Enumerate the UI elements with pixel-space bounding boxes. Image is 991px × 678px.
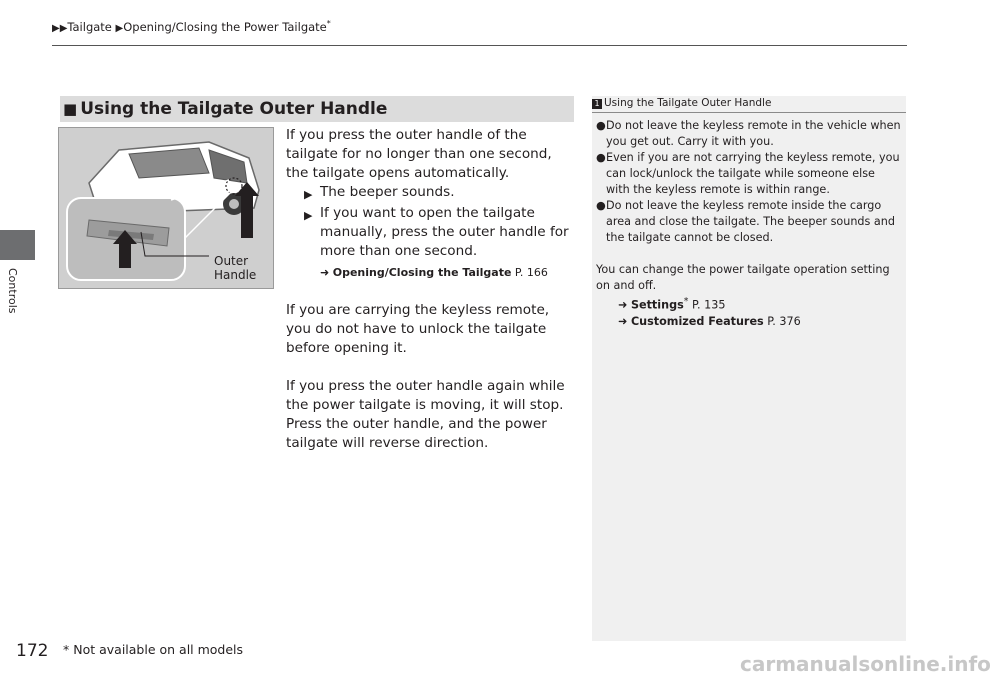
step-arrow-icon: ▶ bbox=[304, 209, 313, 222]
note-bullet-3-text: Do not leave the keyless remote inside the cargo area and close the tailgate. The beeper sounds and the tailgate cannot be closed. bbox=[606, 199, 895, 244]
paragraph-1: If you press the outer handle of the tailgate for no longer than one second, the tailgate opens automatically. bbox=[286, 127, 552, 181]
asterisk-mark: * bbox=[326, 19, 331, 28]
bullet-icon: ● bbox=[596, 119, 606, 132]
header-divider bbox=[52, 45, 907, 46]
step-2-text: If you want to open the tailgate manually, press the outer handle for more than one second. bbox=[320, 205, 569, 259]
callout-line-2: Handle bbox=[214, 268, 257, 282]
settings-link[interactable] bbox=[596, 294, 902, 314]
customized-features-link[interactable] bbox=[596, 314, 902, 330]
note-bullet-1 bbox=[596, 118, 902, 150]
reference-arrow-icon: ➜ bbox=[618, 298, 631, 312]
step-2 bbox=[286, 204, 578, 261]
section-header bbox=[60, 96, 574, 122]
paragraph-3b: Press the outer handle, and the power tailgate will reverse direction. bbox=[286, 416, 547, 451]
double-arrow-icon: ▶▶ bbox=[52, 22, 68, 34]
step-arrow-icon: ▶ bbox=[304, 188, 313, 201]
asterisk-mark: * bbox=[683, 296, 689, 307]
note-bullet-1-text: Do not leave the keyless remote in the vehicle when you get out. Carry it with you. bbox=[606, 119, 901, 148]
chapter-tab bbox=[0, 230, 35, 260]
note-title-text: Using the Tailgate Outer Handle bbox=[604, 97, 772, 109]
paragraph-2: If you are carrying the keyless remote, you do not have to unlock the tailgate before opening it. bbox=[286, 302, 550, 356]
note-bullet-3 bbox=[596, 198, 902, 246]
callout-line-1: Outer bbox=[214, 254, 249, 268]
reference-arrow-icon: ➜ bbox=[618, 314, 631, 328]
bullet-icon: ● bbox=[596, 151, 606, 164]
bullet-icon: ● bbox=[596, 199, 606, 212]
customized-features-page: P. 376 bbox=[763, 314, 801, 328]
section-marker-icon: ■ bbox=[63, 100, 78, 118]
chapter-label: Controls bbox=[6, 268, 19, 314]
note-paragraph: You can change the power tailgate operation setting on and off. bbox=[596, 263, 890, 292]
note-body bbox=[596, 118, 902, 330]
reference-title: Opening/Closing the Tailgate bbox=[332, 266, 512, 279]
note-bullet-2 bbox=[596, 150, 902, 198]
step-1 bbox=[286, 183, 578, 204]
settings-link-page: P. 135 bbox=[688, 298, 726, 312]
section-title: Using the Tailgate Outer Handle bbox=[80, 99, 388, 119]
step-1-text: The beeper sounds. bbox=[320, 184, 455, 200]
note-bullet-2-text: Even if you are not carrying the keyless remote, you can lock/unlock the tailgate while someone else with the keyless remote is within range. bbox=[606, 151, 900, 196]
note-icon: 1 bbox=[592, 99, 602, 109]
customized-features-title: Customized Features bbox=[630, 314, 764, 328]
breadcrumb bbox=[52, 19, 331, 34]
arrow-icon: ▶ bbox=[115, 22, 124, 34]
settings-link-title: Settings bbox=[630, 298, 684, 312]
note-title bbox=[592, 97, 771, 109]
breadcrumb-item-power-tailgate[interactable]: Opening/Closing the Power Tailgate bbox=[123, 19, 327, 34]
main-text bbox=[286, 126, 578, 453]
watermark: carmanualsonline.info bbox=[740, 652, 991, 676]
cross-reference-link[interactable] bbox=[286, 263, 578, 282]
paragraph-3a: If you press the outer handle again while the power tailgate is moving, it will stop. bbox=[286, 378, 565, 413]
page-number: 172 bbox=[16, 641, 49, 661]
reference-page: P. 166 bbox=[511, 266, 548, 279]
breadcrumb-item-tailgate[interactable]: Tailgate bbox=[67, 19, 112, 34]
footnote: * Not available on all models bbox=[63, 642, 244, 657]
illustration-callout bbox=[214, 254, 256, 282]
reference-arrow-icon: ➜ bbox=[320, 266, 333, 279]
